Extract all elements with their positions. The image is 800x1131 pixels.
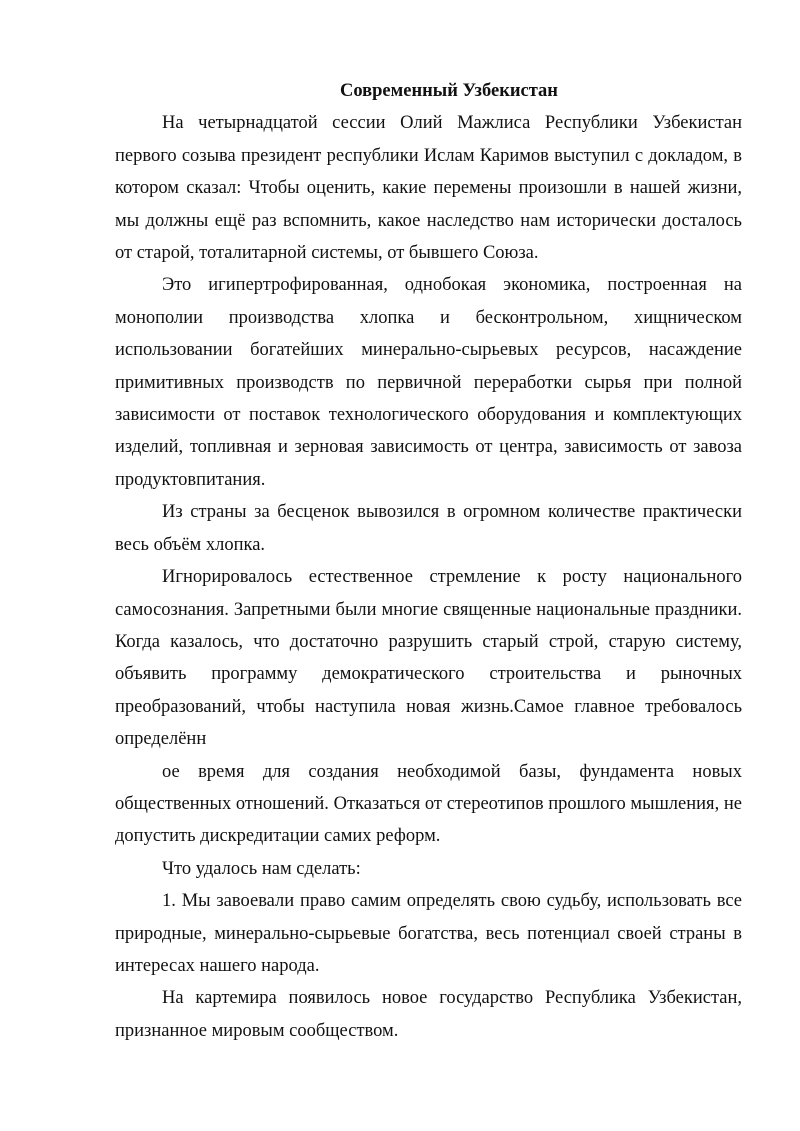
- paragraph-2: Это игипертрофированная, однобокая экономика, построенная на монополии производства хлопка и бесконтрольном, хищническом использовании богатейших минерально-сырьевых ресурсов, насаждение примитивных производств по первичной переработки сырья при полной зависимости от поставок технологического оборудования и комплектующих изделий, топливная и зерновая зависимость от центра, зависимость от завоза продуктовпитания.: [115, 275, 742, 490]
- paragraph-1: На четырнадцатой сессии Олий Мажлиса Республики Узбекистан первого созыва президент республики Ислам Каримов выступил с докладом, в котором сказал: Чтобы оценить, какие перемены произошли в нашей жизни, мы должны ещё раз вспомнить, какое наследство нам исторически досталось от старой, тоталитарной системы, от бывшего Союза.: [115, 113, 742, 264]
- paragraph-5: ое время для создания необходимой базы, фундамента новых общественных отношений. Отказаться от стереотипов прошлого мышления, не допустить дискредитации самих реформ.: [115, 761, 742, 847]
- document-body: [115, 75, 742, 1047]
- paragraph-7: 1. Мы завоевали право самим определять свою судьбу, использовать все природные, минерально-сырьевые богатства, весь потенциал своей страны в интересах нашего народа.: [115, 891, 742, 976]
- document-title: Современный Узбекистан: [340, 81, 558, 101]
- paragraph-8: На картемира появилось новое государство Республика Узбекистан, признанное мировым сообществом.: [115, 988, 742, 1041]
- paragraph-4: Игнорировалось естественное стремление к росту национального самосознания. Запретными были многие священные национальные праздники. Когда казалось, что достаточно разрушить старый строй, старую систему, объявить программу демократического строительства и рыночных преобразований, чтобы наступила новая жизнь.Самое главное требовалось определённ: [115, 567, 742, 750]
- paragraph-6: Что удалось нам сделать:: [162, 858, 361, 879]
- paragraph-3: Из страны за бесценок вывозился в огромном количестве практически весь объём хлопка.: [115, 502, 742, 555]
